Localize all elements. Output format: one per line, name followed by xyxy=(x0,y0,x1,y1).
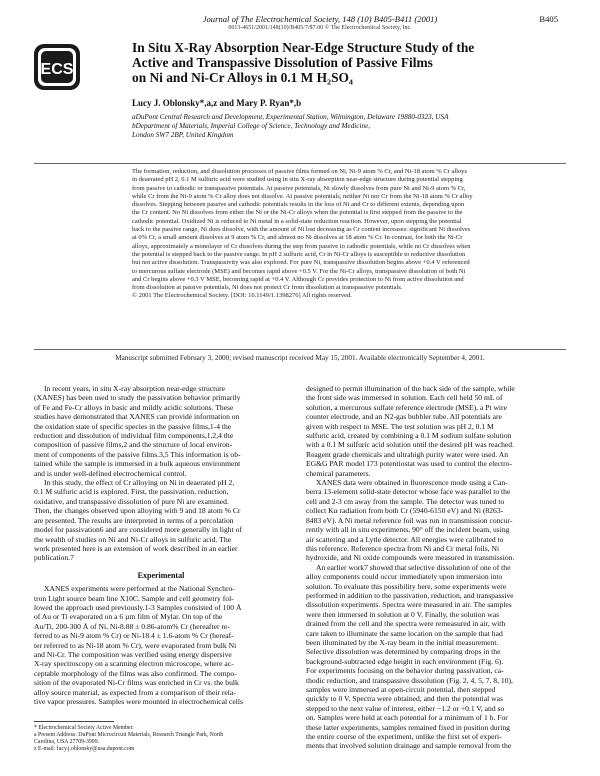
body-line: care taken to illuminate the same location on the sample that had xyxy=(306,628,503,638)
body-line: composition of passive films,2 and the structure of local environ- xyxy=(34,440,233,450)
authors: Lucy J. Oblonsky*,a,z and Mary P. Ryan*,b xyxy=(132,98,302,108)
body-line: the entire course of the experiment, unlike the first set of experi- xyxy=(306,732,502,742)
abstract-line: dissolves. Stepping between passive and cathodic potentials results in the loss of Ni and Cr to different extents, depending upon xyxy=(132,201,465,209)
footnote-line: z E-mail: lucy.j.oblonsky@usa.dupont.com xyxy=(34,746,135,753)
footnote-line: a Present Address: DuPont Microcircuit Materials, Research Triangle Park, North xyxy=(34,732,224,739)
body-line: given with respect to MSE. The test solution was pH 2, 0.1 M xyxy=(306,421,494,431)
body-line: quickly to 0 V. Spectra were obtained, and then the potential was xyxy=(306,694,503,704)
affiliations xyxy=(132,113,552,139)
body-line: ter referred to as Ni-18 atom % Cr), were evaporated from bulk Ni xyxy=(34,640,237,650)
abstract-line: the Cr content. No Ni dissolves from either the Ni or the Ni-Cr alloys when the potential is first stepped from the passive to the xyxy=(132,209,463,217)
body-line: on. Samples were held at each potential for a minimum of 1 h. For xyxy=(306,713,508,723)
body-line: In recent years, in situ X-ray absorption near-edge structure xyxy=(44,384,225,393)
body-line: ferred to as Ni-9 atom % Cr) or Ni-18.4 ± 1.6-atom % Cr (hereaf- xyxy=(34,631,234,641)
body-line: tive vapor pressures. Samples were mounted in electrochemical cells xyxy=(34,697,243,706)
body-line: this reference. Reference spectra from Ni and Cr metal foils, Ni xyxy=(306,543,500,553)
body-line: the oxidation state of specific species in the passive films,1-4 the xyxy=(34,421,232,431)
body-line: EG&G PAR model 173 potentiostat was used to control the electro- xyxy=(306,459,512,469)
body-line: 0.1 M sulfuric acid is explored. First, the passivation, reduction, xyxy=(34,487,229,497)
body-line: ceptable morphology of the films was also confirmed. The compo- xyxy=(34,668,237,678)
body-line: dissolution experiments. Spectra were measured in air. The samples xyxy=(306,600,512,610)
abstract-line: the potential is stepped back to the passive range. In pH 2 sulfuric acid, Cr in Ni-Cr alloys is susceptible to reductive dissolution xyxy=(132,250,466,258)
body-line: hydroxide, and Ni oxide compounds were measured in transmission. xyxy=(306,553,515,563)
body-line: reduction and dissolution of individual film components,1,2,4 the xyxy=(34,431,234,441)
article-title xyxy=(132,40,532,85)
body-line: rently with all in situ experiments, 90° off the incident beam, using xyxy=(306,525,510,535)
issn-line: 0013-4651/2001/148(10)/B405/7/$7.00 © The Electrochemical Society, Inc. xyxy=(228,25,412,31)
title-line: on Ni and Ni-Cr Alloys in 0.1 M H₂SO₄ xyxy=(132,70,353,85)
body-line: In this study, the effect of Cr alloying on Ni in deaerated pH 2, xyxy=(44,478,235,488)
body-line: background-subtracted edge height in each environment (Fig. 6). xyxy=(306,656,504,666)
body-line: and Ni-Cr. The composition was verified using energy dispersive xyxy=(34,649,232,659)
body-line: tained while the sample is immersed in a bulk aqueous environment xyxy=(34,459,241,469)
abstract-line: alloys, approximately a monolayer of Cr dissolves during the step from passive to cathodic potentials, while no Cr dissolves when xyxy=(132,242,471,250)
abstract-line: at 0% Cr, a small amount dissolves at 9 atom % Cr, and almost no Ni dissolves at 18 atom % Cr. In contrast, for both the Ni-Cr xyxy=(132,234,463,242)
body-line: For experiments focusing on the behavior during passivation, ca- xyxy=(306,666,504,676)
body-line: air scattering and a Lytle detector. All energies were calibrated to xyxy=(306,534,504,544)
body-line: XANES data were obtained in fluorescence mode using a Can- xyxy=(316,478,508,488)
body-line: studies have demonstrated that XANES can provide information on xyxy=(34,412,240,422)
body-line: were then immersed in solution at 0 V. Finally, the solution was xyxy=(306,609,500,619)
affiliation-line: aDuPont Central Research and Development, Experimental Station, Wilmington, Delaware 19880-0323, USA xyxy=(132,113,449,121)
journal-header: Journal of The Electrochemical Society, 148 (10) B405-B411 (2001) xyxy=(202,14,438,24)
body-line: stepped to the next value of interest, either −1.2 or +0.1 V, and so xyxy=(306,703,505,713)
right-column xyxy=(306,384,560,751)
left-column xyxy=(34,384,288,706)
body-line: alloy source material, as expected from a comparison of their rela- xyxy=(34,687,236,697)
body-line: designed to permit illumination of the back side of the sample, while xyxy=(306,384,515,393)
abstract-line: from dissolution at passive potentials, Ni does not protect Cr from dissolution at transpassive potentials. xyxy=(132,284,403,292)
body-line: ment of components of the passive films.3,5 This information is ob- xyxy=(34,449,241,459)
body-line: and is under well-defined electrochemical control. xyxy=(34,468,187,478)
body-line: X-ray spectroscopy on a scanning electron microscope, where ac- xyxy=(34,659,234,669)
body-line: been illuminated by the X-ray beam in the initial measurement. xyxy=(306,637,499,647)
affiliation-line: London SW7 2BP, United Kingdom xyxy=(132,130,234,139)
body-line: tron Light source beam line X10C. Sample and cell geometry fol- xyxy=(34,593,234,603)
abstract-line: from passive to cathodic or transpassive potentials. At passive potentials, Ni slowly dissolves from pure Ni and Ni-9 atom % Cr, xyxy=(132,184,466,192)
abstract-line: in deaerated pH 2, 0.1 M sulfuric acid were studied using in situ X-ray absorption near-edge structure during potential stepping xyxy=(132,176,463,184)
body-line: Selective dissolution was determined by comparing drops in the xyxy=(306,647,501,657)
body-line: oxidative, and transpassive dissolution of pure Ni are examined. xyxy=(34,496,229,506)
body-line: ments that involved solution drainage and sample removal from the xyxy=(306,741,512,751)
ecs-logo-text: ECS xyxy=(40,61,74,78)
section-heading-experimental: Experimental xyxy=(137,570,185,580)
abstract-line: The formation, reduction, and dissolution processes of passive films formed on Ni, Ni-9 atom % Cr, and Ni-18 atom % Cr alloys xyxy=(132,168,467,175)
body-line: Au/Ti, 200-300 Å of Ni, Ni-8.88 ± 0.86-atom% Cr (hereafter re- xyxy=(34,621,230,631)
body-line: counter electrode, and an N2-gas bubbler tube. All potentials are xyxy=(306,412,502,422)
body-line: are presented. The results are interpreted in terms of a percolation xyxy=(34,515,234,525)
body-line: (XANES) has been used to study the passivation behavior primarily xyxy=(34,393,241,403)
body-line: XANES experiments were performed at the National Synchro- xyxy=(44,584,235,594)
footnote-line: * Electrochemical Society Active Member. xyxy=(34,725,134,731)
abstract-line: and Cr begins above +0.3 V MSE, becoming rapid at +0.4 V. Although Cr provides protection to Ni from active dissolution and xyxy=(132,275,464,283)
body-line: 8483 eV). A Ni metal reference foil was run in transmission concur- xyxy=(306,515,513,525)
abstract-top-rule xyxy=(34,163,566,164)
body-line: berra 13-element solid-state detector whose face was parallel to the xyxy=(306,487,511,497)
body-line: samples were immersed at open-circuit potential, then stepped xyxy=(306,685,496,694)
abstract-bottom-rule xyxy=(34,349,566,350)
body-line: these latter experiments, samples remained fixed in position during xyxy=(306,722,510,732)
received-dates: Manuscript submitted February 3, 2000; revised manuscript received May 15, 2001. Available electronically September 4, 2001. xyxy=(115,354,485,362)
body-line: publication.7 xyxy=(34,553,74,563)
abstract-line: cathodic potential. Oxidized Ni is reduced to Ni metal in a solid-state reduction reaction. However, upon stepping the potential xyxy=(132,217,462,225)
body-line: thodic reduction, and transpassive dissolution (Fig. 2, 4, 5, 7, 8, 10), xyxy=(306,675,513,685)
body-line: model for passivation6 and are considered more generally in light of xyxy=(34,525,242,535)
body-line: chemical parameters. xyxy=(306,468,371,478)
body-line: of Au or Ti evaporated on a 6 µm film of Mylar. On top of the xyxy=(34,612,223,622)
body-line: the wealth of studies on Ni and Ni-Cr alloys in sulfuric acid. The xyxy=(34,534,232,544)
body-line: alloy components could occur immediately upon immersion into xyxy=(306,572,503,582)
body-line: sulfuric acid, created by combining a 0.1 M sodium sulfate solution xyxy=(306,431,512,441)
body-line: lowed the approach used previously.1-3 Samples consisted of 100 Å xyxy=(34,602,242,612)
abstract-line: to mercurous sulfate electrode (MSE) and becomes rapid above +0.5 V. For the Ni-Cr alloys, transpassive dissolution of both Ni xyxy=(132,267,466,275)
body-line: solution. To evaluate this possibility here, some experiments were xyxy=(306,581,507,591)
abstract-line: © 2001 The Electrochemical Society. [DOI: 10.1149/1.1398276] All rights reserved. xyxy=(132,292,352,300)
body-line: with a 0.1 M sulfuric acid solution until the desired pH was reached. xyxy=(306,440,514,450)
footnotes xyxy=(34,725,288,753)
ecs-logo xyxy=(28,38,86,96)
body-line: performed in addition to the passivation, reduction, and transpassive xyxy=(306,590,514,600)
affiliation-line: bDepartment of Materials, Imperial College of Science, Technology and Medicine, xyxy=(132,121,371,130)
abstract xyxy=(132,168,540,301)
body-line: Then, the changes observed upon alloying with 9 and 18 atom % Cr xyxy=(34,506,241,516)
abstract-line: but not active dissolution. Transpassivity was also explored. For pure Ni, transpassive dissolution begins above +0.4 V referenced xyxy=(132,259,470,267)
body-line: collect Kα radiation from both Cr (5940-6150 eV) and Ni (8263- xyxy=(306,506,504,516)
footnote-rule xyxy=(34,721,114,722)
abstract-line: while Cr from the Ni-9 atom % Cr alloy does not dissolve. At passive potentials, neither Ni nor Cr from the Ni-18 atom % Cr alloy xyxy=(132,192,473,200)
body-line: work presented here is an extension of work described in an earlier xyxy=(34,543,238,553)
body-line: solution, a mercurous sulfate reference electrode (MSE), a Pt wire xyxy=(306,402,507,412)
abstract-line: back to the passive range, Ni does dissolve, with the amount of Ni lost decreasing as Cr content increases: significant Ni dissolves xyxy=(132,226,471,234)
title-line: Active and Transpassive Dissolution of Passive Films xyxy=(132,55,433,70)
body-line: the front side was immersed in solution. Each cell held 50 mL of xyxy=(306,393,503,403)
body-line: Reagent grade chemicals and ultrahigh purity water were used. An xyxy=(306,449,509,459)
body-line: An earlier work7 showed that selective dissolution of one of the xyxy=(316,562,511,572)
body-line: of Fe and Fe-Cr alloys in basic and mildly acidic solutions. These xyxy=(34,402,234,412)
title-line: In Situ X-Ray Absorption Near-Edge Structure Study of the xyxy=(132,40,475,55)
body-line: sition of the evaporated Ni-Cr films was enriched in Cr vs. the bulk xyxy=(34,678,239,688)
page-number: B405 xyxy=(539,14,558,24)
body-line: cell and 2-3 cm away from the sample. The detector was tuned to xyxy=(306,496,505,506)
footnote-line: Carolina, USA 27709-3999. xyxy=(34,739,100,746)
body-line: drained from the cell and the spectra were remeasured in air, with xyxy=(306,619,506,629)
